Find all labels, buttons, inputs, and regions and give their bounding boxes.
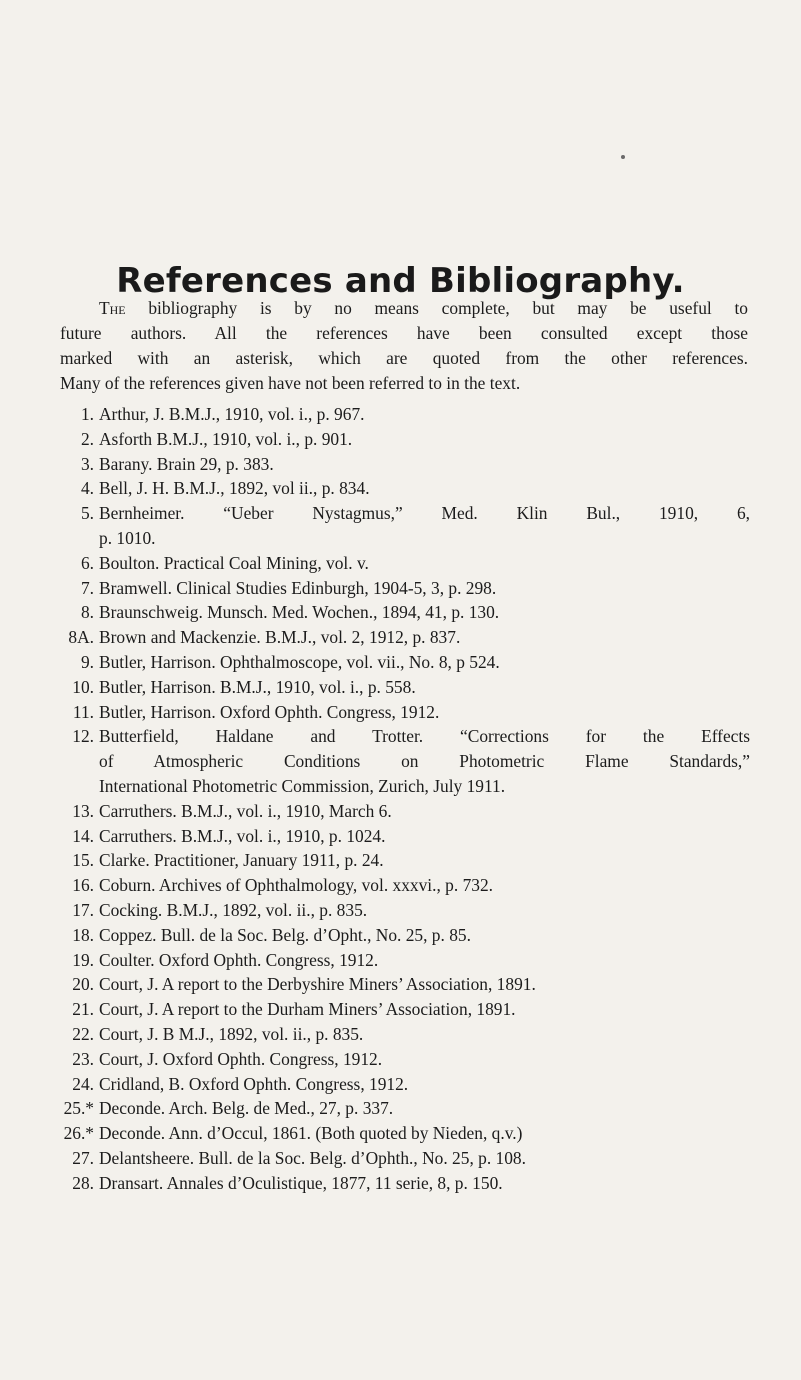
- reference-text: Carruthers. B.M.J., vol. i., 1910, March 6.: [99, 800, 392, 821]
- reference-text: Bell, J. H. B.M.J., 1892, vol ii., p. 834.: [99, 478, 370, 499]
- reference-text: Butler, Harrison. B.M.J., 1910, vol. i., p. 558.: [99, 676, 416, 697]
- reference-item: [60, 675, 750, 700]
- reference-number: 9.: [80, 651, 94, 672]
- reference-text: Bernheimer. “Ueber Nystagmus,” Med. Klin Bul., 1910, 6,: [99, 503, 750, 524]
- reference-number: 12.: [72, 726, 94, 747]
- reference-text: Coppez. Bull. de la Soc. Belg. d’Opht., No. 25, p. 85.: [99, 924, 471, 945]
- reference-text: Barany. Brain 29, p. 383.: [99, 453, 274, 474]
- reference-number: 26.*: [63, 1123, 94, 1144]
- reference-item: [60, 1072, 750, 1097]
- reference-number: 4.: [80, 478, 94, 499]
- reference-list: [60, 402, 750, 1196]
- reference-item: [60, 1121, 750, 1146]
- reference-item: [60, 1022, 750, 1047]
- reference-number: 20.: [72, 974, 94, 995]
- intro-line: [60, 296, 748, 321]
- reference-text: of Atmospheric Conditions on Photometric Flame Standards,”: [99, 751, 750, 772]
- reference-text: International Photometric Commission, Zurich, July 1911.: [99, 775, 506, 796]
- reference-number: 7.: [80, 577, 94, 598]
- reference-number: 2.: [80, 428, 94, 449]
- reference-item: [60, 501, 750, 551]
- reference-number: 10.: [72, 676, 94, 697]
- reference-text: Cocking. B.M.J., 1892, vol. ii., p. 835.: [99, 899, 368, 920]
- reference-text: Dransart. Annales d’Oculistique, 1877, 11 serie, 8, p. 150.: [99, 1172, 503, 1193]
- reference-item: [60, 799, 750, 824]
- reference-text: Bramwell. Clinical Studies Edinburgh, 1904-5, 3, p. 298.: [99, 577, 497, 598]
- reference-text: Carruthers. B.M.J., vol. i., 1910, p. 1024.: [99, 825, 386, 846]
- reference-item: [60, 724, 750, 798]
- reference-number: 25.*: [63, 1098, 94, 1119]
- reference-text: Brown and Mackenzie. B.M.J., vol. 2, 1912, p. 837.: [99, 627, 461, 648]
- reference-item: [60, 997, 750, 1022]
- ink-speck: [621, 155, 625, 159]
- reference-number: 16.: [72, 875, 94, 896]
- reference-number: 1.: [80, 404, 94, 424]
- reference-text: Clarke. Practitioner, January 1911, p. 24.: [99, 850, 384, 871]
- reference-item: [60, 427, 750, 452]
- reference-item: [60, 948, 750, 973]
- reference-text: Court, J. B M.J., 1892, vol. ii., p. 835.: [99, 1023, 364, 1044]
- reference-number: 3.: [80, 453, 94, 474]
- intro-line-text: bibliography is by no means complete, but may be useful to: [148, 298, 748, 318]
- reference-text: Arthur, J. B.M.J., 1910, vol. i., p. 967.: [99, 404, 365, 424]
- reference-item: [60, 600, 750, 625]
- reference-item: [60, 923, 750, 948]
- reference-text: Coulter. Oxford Ophth. Congress, 1912.: [99, 949, 379, 970]
- reference-number: 5.: [80, 503, 94, 524]
- reference-item: [60, 402, 750, 427]
- reference-text: Butler, Harrison. Ophthalmoscope, vol. vii., No. 8, p 524.: [99, 651, 500, 672]
- reference-text: Boulton. Practical Coal Mining, vol. v.: [99, 552, 369, 573]
- reference-text: Delantsheere. Bull. de la Soc. Belg. d’Ophth., No. 25, p. 108.: [99, 1147, 526, 1168]
- reference-number: 19.: [72, 949, 94, 970]
- reference-item: [60, 476, 750, 501]
- reference-item: [60, 1096, 750, 1121]
- reference-number: 21.: [72, 999, 94, 1020]
- reference-number: 11.: [72, 701, 94, 722]
- reference-number: 28.: [72, 1172, 94, 1193]
- reference-item: [60, 898, 750, 923]
- intro-paragraph: [60, 296, 748, 396]
- reference-text: Deconde. Arch. Belg. de Med., 27, p. 337.: [99, 1098, 394, 1119]
- reference-number: 18.: [72, 924, 94, 945]
- reference-text: Coburn. Archives of Ophthalmology, vol. xxxvi., p. 732.: [99, 875, 493, 896]
- reference-number: 6.: [80, 552, 94, 573]
- reference-item: [60, 848, 750, 873]
- intro-lead-word: The: [99, 298, 126, 318]
- reference-item: [60, 1047, 750, 1072]
- reference-text: Deconde. Ann. d’Occul, 1861. (Both quoted by Nieden, q.v.): [99, 1123, 523, 1144]
- reference-text: Court, J. A report to the Derbyshire Miners’ Association, 1891.: [99, 974, 536, 995]
- reference-item: [60, 1146, 750, 1171]
- reference-item: [60, 873, 750, 898]
- reference-number: 13.: [72, 800, 94, 821]
- page-title: References and Bibliography.: [116, 260, 685, 301]
- reference-number: 14.: [72, 825, 94, 846]
- reference-text: Cridland, B. Oxford Ophth. Congress, 1912.: [99, 1073, 409, 1094]
- reference-text: Court, J. A report to the Durham Miners’ Association, 1891.: [99, 999, 516, 1020]
- reference-number: 15.: [72, 850, 94, 871]
- reference-text: Asforth B.M.J., 1910, vol. i., p. 901.: [99, 428, 353, 449]
- reference-item: [60, 625, 750, 650]
- reference-text: Court, J. Oxford Ophth. Congress, 1912.: [99, 1048, 383, 1069]
- reference-text: p. 1010.: [99, 527, 156, 548]
- reference-item: [60, 551, 750, 576]
- reference-item: [60, 824, 750, 849]
- reference-item: [60, 452, 750, 477]
- reference-text: Braunschweig. Munsch. Med. Wochen., 1894, 41, p. 130.: [99, 602, 500, 623]
- reference-item: [60, 576, 750, 601]
- reference-number: 8A.: [68, 627, 94, 648]
- reference-item: [60, 972, 750, 997]
- reference-item: [60, 650, 750, 675]
- reference-text: Butler, Harrison. Oxford Ophth. Congress, 1912.: [99, 701, 440, 722]
- intro-line: future authors. All the references have been consulted except those: [60, 323, 748, 343]
- reference-number: 23.: [72, 1048, 94, 1069]
- reference-number: 27.: [72, 1147, 94, 1168]
- reference-item: [60, 700, 750, 725]
- intro-line: marked with an asterisk, which are quoted from the other references.: [60, 348, 748, 368]
- reference-number: 22.: [72, 1023, 94, 1044]
- reference-number: 17.: [72, 899, 94, 920]
- reference-number: 8.: [80, 602, 94, 623]
- reference-number: 24.: [72, 1073, 94, 1094]
- reference-item: [60, 1171, 750, 1196]
- intro-line: Many of the references given have not been referred to in the text.: [60, 373, 521, 393]
- reference-text: Butterfield, Haldane and Trotter. “Corrections for the Effects: [99, 726, 750, 747]
